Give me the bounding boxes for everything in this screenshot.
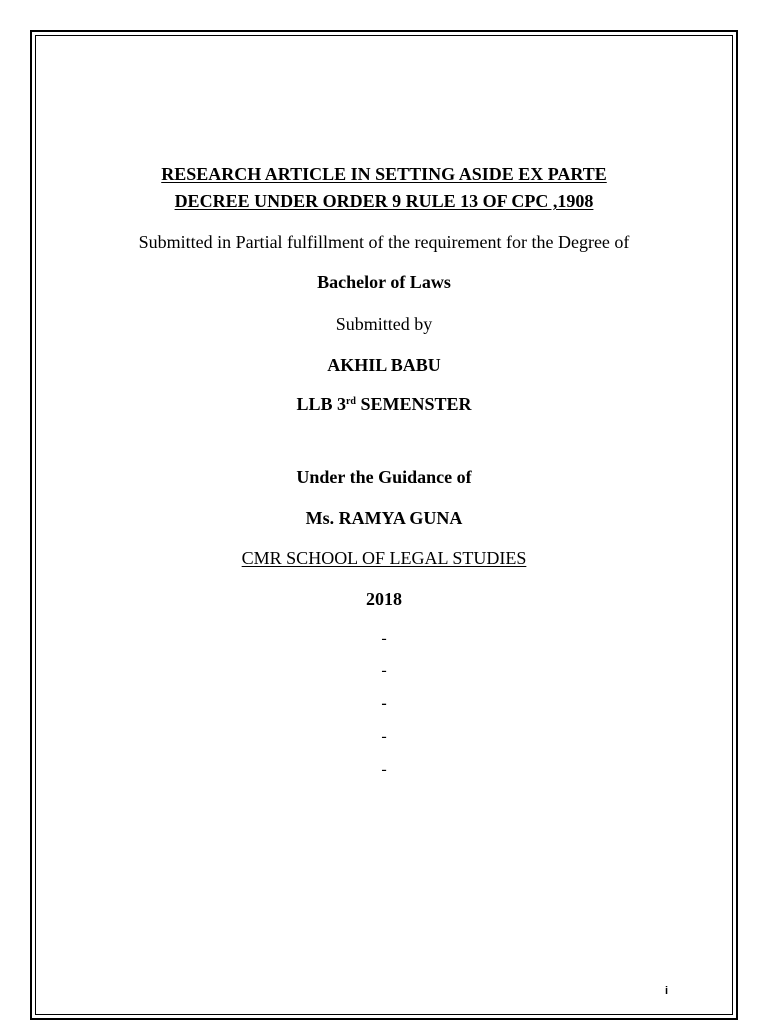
semester-ordinal-suffix: rd [345, 396, 356, 407]
degree-name: Bachelor of Laws [317, 272, 451, 292]
submission-statement: Submitted in Partial fulfillment of the requirement for the Degree of [138, 232, 630, 252]
dash-separator: - [381, 662, 387, 679]
dash-separator: - [381, 761, 387, 778]
guidance-label: Under the Guidance of [296, 467, 472, 487]
institution-name: CMR SCHOOL OF LEGAL STUDIES [241, 548, 527, 568]
submitted-by-label: Submitted by [335, 314, 433, 334]
semester-suffix: SEMENSTER [355, 394, 472, 414]
dash-separator: - [381, 630, 387, 647]
author-name: AKHIL BABU [327, 355, 441, 375]
title-line-1: RESEARCH ARTICLE IN SETTING ASIDE EX PARTE [161, 164, 607, 184]
guide-name: Ms. RAMYA GUNA [305, 508, 463, 528]
dash-separator: - [381, 728, 387, 745]
semester-prefix: LLB 3 [296, 394, 346, 414]
dash-separator: - [381, 695, 387, 712]
submission-year: 2018 [366, 589, 402, 609]
title-line-2: DECREE UNDER ORDER 9 RULE 13 OF CPC ,1908 [174, 191, 594, 211]
page-number: i [665, 985, 669, 997]
semester-line [0, 393, 768, 415]
